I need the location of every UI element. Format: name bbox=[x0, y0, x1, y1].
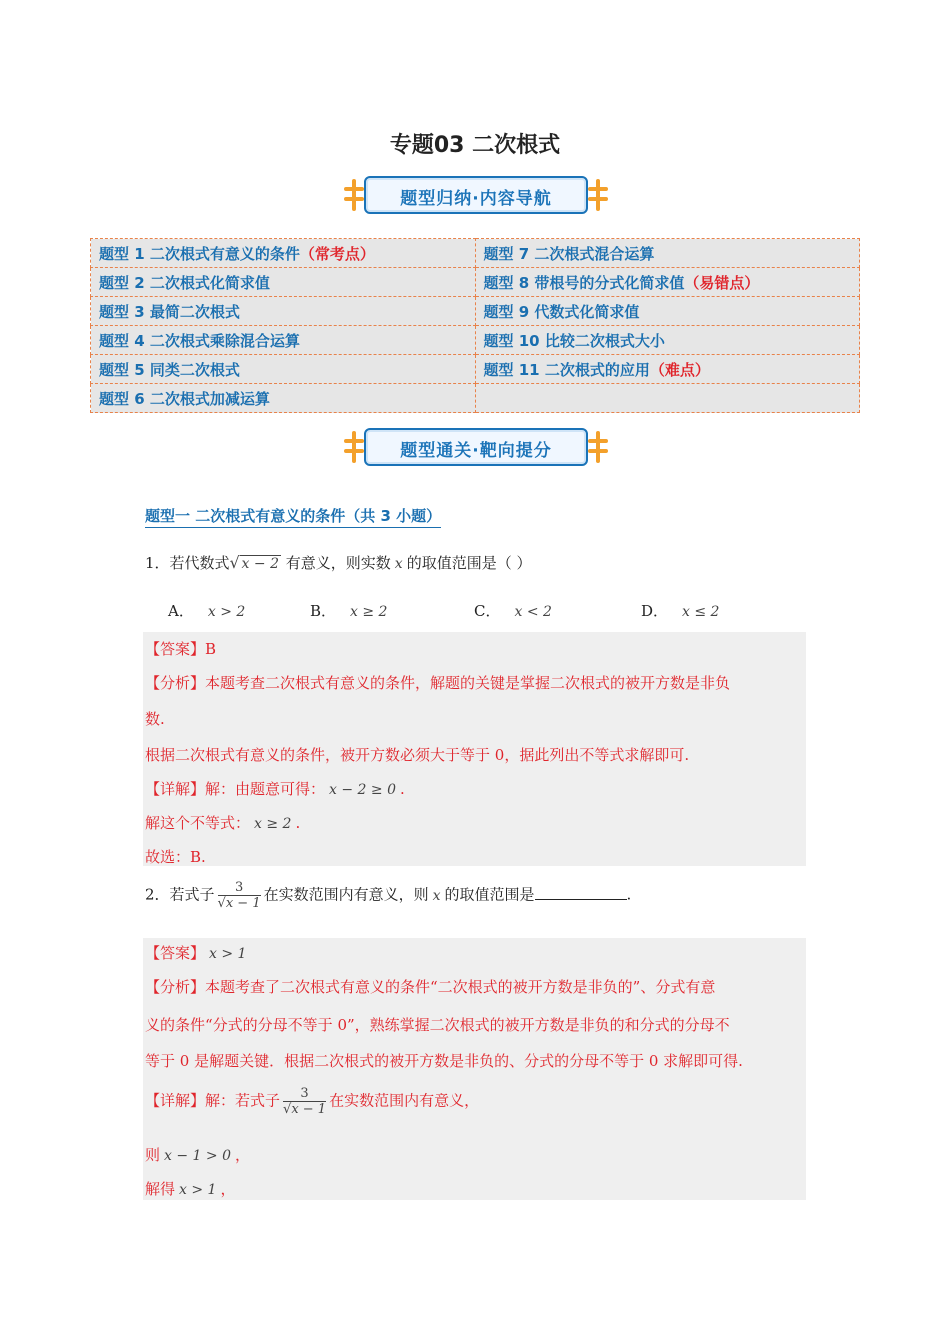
topic-cell bbox=[475, 384, 860, 413]
banner-right-decoration-icon bbox=[588, 185, 608, 205]
solve-line: 解得 x > 1 ， bbox=[145, 1180, 236, 1198]
question-2: 2．若式子 $\frac{3}{√x - 1}$ 在实数范围内有意义，则 x 的取值范围是 . bbox=[145, 880, 632, 911]
banner-practice bbox=[350, 428, 602, 466]
banner-title: 题型归纳·内容导航 bbox=[400, 189, 552, 209]
option-c: C． x < 2 bbox=[474, 602, 552, 620]
fraction-expression: $\frac{3}{√x - 1}$ bbox=[217, 880, 261, 911]
analysis-line: 数. bbox=[145, 710, 165, 728]
topic-cell: 题型 8 带根号的分式化简求值（易错点） bbox=[475, 268, 860, 297]
topic-cell: 题型 9 代数式化简求值 bbox=[475, 297, 860, 326]
choice-line: 故选：B. bbox=[145, 848, 206, 866]
topic-cell: 题型 2 二次根式化简求值 bbox=[91, 268, 476, 297]
banner-navigation bbox=[350, 176, 602, 214]
analysis-line: 【分析】本题考查了二次根式有意义的条件“二次根式的被开方数是非负的”、分式有意 bbox=[145, 978, 716, 996]
topic-cell: 题型 10 比较二次根式大小 bbox=[475, 326, 860, 355]
topic-cell: 题型 6 二次根式加减运算 bbox=[91, 384, 476, 413]
option-a: A． x > 2 bbox=[168, 602, 246, 620]
banner-title: 题型通关·靶向提分 bbox=[400, 441, 552, 461]
fraction-expression: $\frac{3}{√x - 1}$ bbox=[283, 1086, 327, 1117]
table-row bbox=[91, 384, 860, 413]
analysis-line: 【分析】本题考查二次根式有意义的条件，解题的关键是掌握二次根式的被开方数是非负 bbox=[145, 674, 731, 692]
table-row bbox=[91, 297, 860, 326]
topic-cell: 题型 3 最简二次根式 bbox=[91, 297, 476, 326]
table-row bbox=[91, 355, 860, 384]
topic-cell: 题型 4 二次根式乘除混合运算 bbox=[91, 326, 476, 355]
answer: 【答案】 x > 1 bbox=[145, 944, 247, 962]
detail-line: 【详解】解：由题意可得： x − 2 ≥ 0 . bbox=[145, 780, 405, 798]
radical-expression: √ x − 2 bbox=[230, 556, 281, 572]
question-1: 1．若代数式√ x − 2 有意义，则实数 x 的取值范围是（ ） bbox=[145, 552, 531, 573]
topic-cell: 题型 5 同类二次根式 bbox=[91, 355, 476, 384]
option-b: B． x ≥ 2 bbox=[310, 602, 388, 620]
table-row bbox=[91, 239, 860, 268]
option-d: D． x ≤ 2 bbox=[641, 602, 720, 620]
solve-line: 解这个不等式： x ≥ 2 . bbox=[145, 814, 301, 832]
answer-block-1 bbox=[143, 632, 806, 866]
topic-table bbox=[90, 238, 860, 413]
analysis-line: 义的条件“分式的分母不等于 0”，熟练掌握二次根式的被开方数是非负的和分式的分母不 bbox=[145, 1016, 730, 1034]
topic-cell: 题型 1 二次根式有意义的条件（常考点） bbox=[91, 239, 476, 268]
answer-blank[interactable] bbox=[535, 885, 627, 900]
table-row bbox=[91, 268, 860, 297]
page-title: 专题03 二次根式 bbox=[389, 133, 561, 158]
banner-right-decoration-icon bbox=[588, 437, 608, 457]
then-line: 则 x − 1 > 0 ， bbox=[145, 1146, 251, 1164]
answer: 【答案】B bbox=[145, 640, 217, 658]
detail-line: 【详解】解：若式子 $\frac{3}{√x - 1}$ 在实数范围内有意义， bbox=[145, 1086, 480, 1117]
topic-cell: 题型 11 二次根式的应用（难点） bbox=[475, 355, 860, 384]
answer-block-2 bbox=[143, 938, 806, 1200]
topic-cell: 题型 7 二次根式混合运算 bbox=[475, 239, 860, 268]
analysis-line: 根据二次根式有意义的条件，被开方数必须大于等于 0，据此列出不等式求解即可. bbox=[145, 746, 690, 764]
section-heading: 题型一 二次根式有意义的条件（共 3 小题） bbox=[145, 505, 441, 528]
analysis-line: 等于 0 是解题关键．根据二次根式的被开方数是非负的、分式的分母不等于 0 求解即可得. bbox=[145, 1052, 743, 1070]
table-row bbox=[91, 326, 860, 355]
